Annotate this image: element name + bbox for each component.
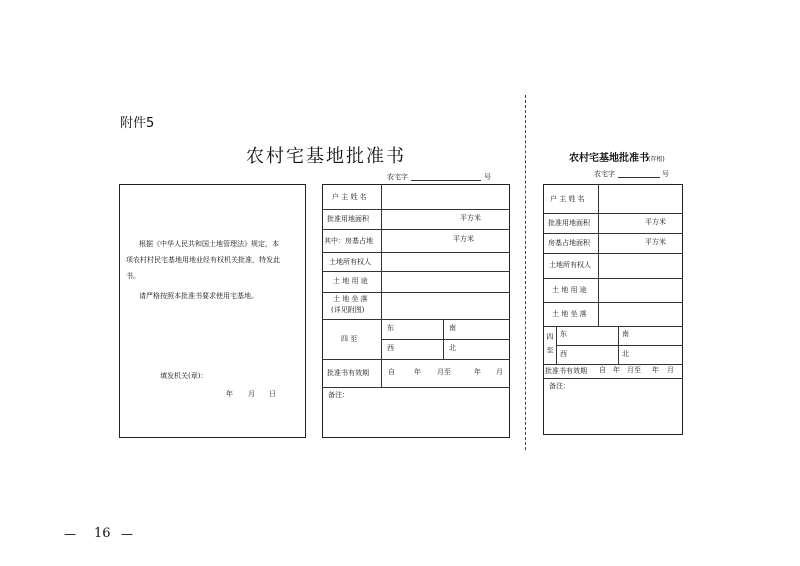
stub-number-prefix: 农宅字 <box>594 170 615 178</box>
certificate-panel <box>119 184 306 438</box>
stub-boundary-north: 北 <box>622 350 629 358</box>
stub-row-location-label: 土 地 坐 落 <box>552 310 587 318</box>
body-para1-line1: 根据《中华人民共和国土地管理法》规定，本 <box>139 240 279 248</box>
row-foundation-value: 平方米 <box>453 235 474 243</box>
validity-month2: 月 <box>496 368 503 376</box>
validity-year2: 年 <box>474 368 481 376</box>
row-area-label: 批准用地面积 <box>327 215 369 223</box>
page-number-dash-left: — <box>64 527 76 541</box>
stub-boundary-east: 东 <box>560 330 567 338</box>
boundary-east: 东 <box>387 324 394 332</box>
row-foundation-label: 其中：房基占地 <box>324 237 373 245</box>
stub-row-foundation-label: 房基占地面积 <box>548 239 590 247</box>
stub-validity-year2: 年 <box>652 366 659 374</box>
date-year: 年 <box>226 390 233 398</box>
stub-title-note: (存根) <box>648 156 665 163</box>
body-para1-line3: 书。 <box>126 272 140 280</box>
stub-remarks-label: 备注： <box>549 382 570 390</box>
boundary-north: 北 <box>449 344 456 352</box>
validity-year1: 年 <box>414 368 421 376</box>
number-underline <box>411 180 481 181</box>
page-number: 16 <box>94 526 111 541</box>
number-prefix: 农宅字 <box>387 173 408 181</box>
row-location-sublabel: (详见附图) <box>331 306 365 314</box>
stub-validity-year1: 年 <box>613 366 620 374</box>
stub-boundary-label: 四 至 <box>546 333 554 356</box>
date-month: 月 <box>248 390 255 398</box>
number-suffix: 号 <box>484 173 491 181</box>
stub-row-owner-label: 户 主 姓 名 <box>550 195 585 203</box>
stub-validity-from: 自 <box>599 366 606 374</box>
stub-validity-month2: 月 <box>667 366 674 374</box>
stub-boundary-south: 南 <box>622 330 629 338</box>
boundary-south: 南 <box>449 324 456 332</box>
row-use-label: 土 地 用 途 <box>333 277 368 285</box>
stub-row-foundation-value: 平方米 <box>645 238 666 246</box>
validity-label: 批准书有效期 <box>327 369 369 377</box>
stub-row-use-label: 土 地 用 途 <box>552 286 587 294</box>
stub-title: 农村宅基地批准书 <box>569 153 649 164</box>
body-para1-line2: 项农村村民宅基地用地业经有权机关批准，特发此 <box>126 256 280 264</box>
row-area-value: 平方米 <box>460 214 481 222</box>
row-ownership-label: 土地所有权人 <box>329 258 371 266</box>
cut-line <box>525 95 526 450</box>
body-para2: 请严格按照本批准书要求使用宅基地。 <box>139 292 258 300</box>
stub-validity-month1: 月至 <box>627 366 641 374</box>
row-location-label: 土 地 坐 落 <box>333 295 368 303</box>
stub-row-area-value: 平方米 <box>645 218 666 226</box>
boundary-label: 四 至 <box>341 335 358 343</box>
stub-validity-label: 批准书有效期 <box>545 367 587 375</box>
validity-from: 自 <box>388 368 395 376</box>
issuer-label: 填发机关(章)： <box>160 372 208 380</box>
date-day: 日 <box>269 390 276 398</box>
validity-month1: 月至 <box>437 368 451 376</box>
attachment-label: 附件5 <box>120 116 155 131</box>
row-owner-label: 户 主 姓 名 <box>332 193 367 201</box>
stub-row-area-label: 批准用地面积 <box>548 219 590 227</box>
remarks-label: 备注： <box>328 391 349 399</box>
stub-number-suffix: 号 <box>662 170 669 178</box>
stub-boundary-west: 西 <box>560 350 567 358</box>
page-title: 农村宅基地批准书 <box>246 146 406 167</box>
boundary-west: 西 <box>387 344 394 352</box>
page-number-dash-right: — <box>121 527 133 541</box>
stub-row-ownership-label: 土地所有权人 <box>549 261 591 269</box>
stub-number-underline <box>618 177 660 178</box>
